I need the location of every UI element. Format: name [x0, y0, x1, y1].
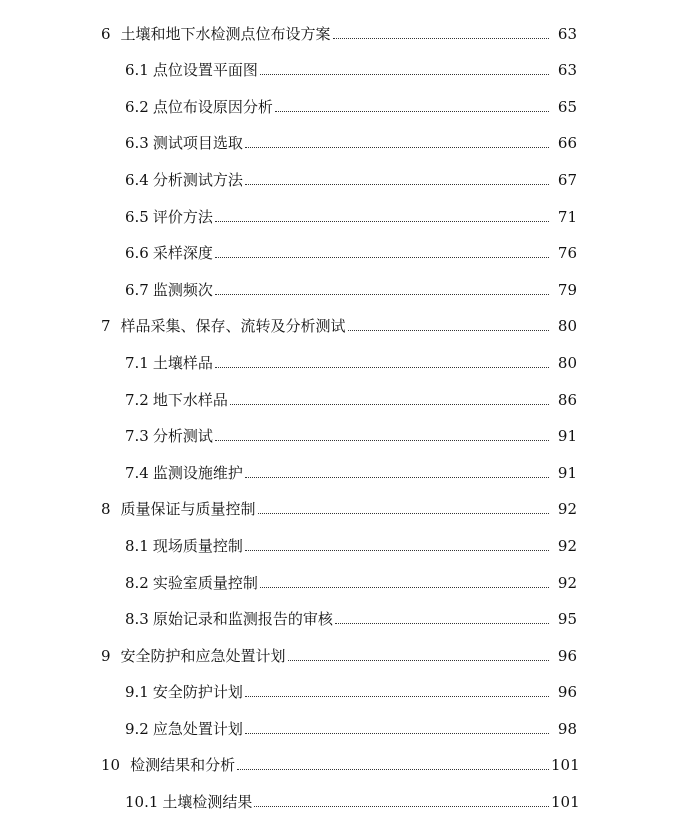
toc-entry-number: 8.3 [125, 610, 149, 629]
toc-entry-title: 分析测试方法 [152, 170, 243, 189]
toc-entry-page-number: 92 [557, 536, 577, 555]
toc-entry-page-number: 91 [557, 427, 577, 446]
dot-leader [258, 513, 549, 514]
toc-entry-9-1[interactable] [0, 670, 678, 707]
toc-entry-number: 7.4 [125, 463, 149, 482]
toc-entry-page-number: 96 [557, 646, 577, 665]
toc-entry-number: 9.2 [125, 719, 149, 738]
dot-leader [348, 330, 549, 331]
toc-entry-10-1[interactable] [0, 779, 678, 816]
dot-leader [215, 440, 549, 441]
toc-entry-title: 样品采集、保存、流转及分析测试 [120, 317, 346, 336]
toc-entry-6-1[interactable] [0, 48, 678, 85]
toc-entry-number: 9 [101, 646, 111, 665]
toc-entry-7-1[interactable] [0, 340, 678, 377]
toc-entry-9-2[interactable] [0, 706, 678, 743]
toc-entry-title: 点位布设原因分析 [152, 97, 273, 116]
toc-entry-number: 7 [101, 317, 111, 336]
toc-entry-title: 监测设施维护 [152, 463, 243, 482]
toc-entry-page-number: 101 [551, 793, 580, 812]
toc-entry-title: 质量保证与质量控制 [120, 500, 256, 519]
toc-entry-page-number: 96 [557, 683, 577, 702]
toc-entry-title: 检测结果和分析 [130, 756, 236, 775]
dot-leader [275, 111, 549, 112]
dot-leader [245, 147, 549, 148]
dot-leader [333, 38, 549, 39]
toc-entry-7-4[interactable] [0, 450, 678, 487]
toc-entry-page-number: 98 [557, 719, 577, 738]
dot-leader [215, 221, 549, 222]
table-of-contents [0, 11, 678, 816]
dot-leader [335, 623, 549, 624]
dot-leader [215, 257, 549, 258]
toc-entry-number: 6.3 [125, 134, 149, 153]
toc-entry-title: 安全防护和应急处置计划 [120, 646, 286, 665]
toc-entry-number: 6.1 [125, 61, 149, 80]
toc-entry-page-number: 66 [557, 134, 577, 153]
toc-entry-title: 分析测试 [152, 427, 213, 446]
toc-entry-6-5[interactable] [0, 194, 678, 231]
toc-entry-title: 评价方法 [152, 207, 213, 226]
toc-entry-number: 6.5 [125, 207, 149, 226]
toc-entry-number: 7.3 [125, 427, 149, 446]
dot-leader [215, 367, 549, 368]
dot-leader [260, 74, 549, 75]
dot-leader [245, 550, 549, 551]
toc-entry-7-2[interactable] [0, 377, 678, 414]
toc-entry-page-number: 95 [557, 610, 577, 629]
dot-leader [260, 587, 549, 588]
toc-entry-number: 6.2 [125, 97, 149, 116]
toc-entry-number: 9.1 [125, 683, 149, 702]
toc-entry-7[interactable] [0, 304, 678, 341]
dot-leader [215, 294, 549, 295]
dot-leader [288, 660, 549, 661]
toc-entry-number: 6.6 [125, 244, 149, 263]
toc-entry-title: 土壤样品 [152, 353, 213, 372]
toc-entry-8-1[interactable] [0, 523, 678, 560]
toc-entry-page-number: 63 [557, 61, 577, 80]
toc-entry-8[interactable] [0, 487, 678, 524]
dot-leader [245, 696, 549, 697]
toc-entry-page-number: 76 [557, 244, 577, 263]
toc-entry-number: 6.7 [125, 280, 149, 299]
toc-entry-9[interactable] [0, 633, 678, 670]
toc-entry-title: 土壤和地下水检测点位布设方案 [120, 24, 331, 43]
toc-entry-title: 点位设置平面图 [152, 61, 258, 80]
toc-entry-page-number: 92 [557, 573, 577, 592]
toc-entry-number: 10.1 [125, 793, 159, 812]
toc-entry-6-7[interactable] [0, 267, 678, 304]
toc-entry-page-number: 65 [557, 97, 577, 116]
toc-entry-page-number: 63 [557, 24, 577, 43]
toc-entry-page-number: 80 [557, 317, 577, 336]
toc-entry-title: 原始记录和监测报告的审核 [152, 610, 333, 629]
toc-entry-number: 7.2 [125, 390, 149, 409]
toc-entry-page-number: 80 [557, 353, 577, 372]
toc-entry-6-3[interactable] [0, 121, 678, 158]
toc-entry-page-number: 79 [557, 280, 577, 299]
toc-entry-title: 测试项目选取 [152, 134, 243, 153]
toc-entry-page-number: 101 [551, 756, 580, 775]
toc-entry-6-6[interactable] [0, 231, 678, 268]
toc-entry-page-number: 91 [557, 463, 577, 482]
toc-entry-title: 现场质量控制 [152, 536, 243, 555]
toc-entry-page-number: 67 [557, 170, 577, 189]
toc-entry-10[interactable] [0, 743, 678, 780]
toc-entry-7-3[interactable] [0, 414, 678, 451]
toc-entry-title: 监测频次 [152, 280, 213, 299]
toc-entry-6-4[interactable] [0, 157, 678, 194]
toc-entry-number: 8 [101, 500, 111, 519]
toc-entry-8-2[interactable] [0, 560, 678, 597]
toc-entry-number: 8.2 [125, 573, 149, 592]
dot-leader [237, 769, 549, 770]
toc-entry-6-2[interactable] [0, 84, 678, 121]
dot-leader [230, 404, 549, 405]
toc-entry-8-3[interactable] [0, 597, 678, 634]
toc-entry-page-number: 71 [557, 207, 577, 226]
toc-entry-title: 地下水样品 [152, 390, 228, 409]
toc-entry-number: 7.1 [125, 353, 149, 372]
toc-entry-number: 10 [101, 756, 121, 775]
toc-entry-title: 实验室质量控制 [152, 573, 258, 592]
dot-leader [245, 184, 549, 185]
toc-entry-page-number: 92 [557, 500, 577, 519]
toc-entry-title: 安全防护计划 [152, 683, 243, 702]
dot-leader [245, 477, 549, 478]
toc-entry-number: 6 [101, 24, 111, 43]
toc-entry-number: 6.4 [125, 170, 149, 189]
toc-entry-number: 8.1 [125, 536, 149, 555]
toc-entry-6[interactable] [0, 11, 678, 48]
toc-entry-title: 土壤检测结果 [162, 793, 253, 812]
toc-entry-title: 采样深度 [152, 244, 213, 263]
dot-leader [245, 733, 549, 734]
toc-entry-page-number: 86 [557, 390, 577, 409]
dot-leader [254, 806, 549, 807]
toc-entry-title: 应急处置计划 [152, 719, 243, 738]
